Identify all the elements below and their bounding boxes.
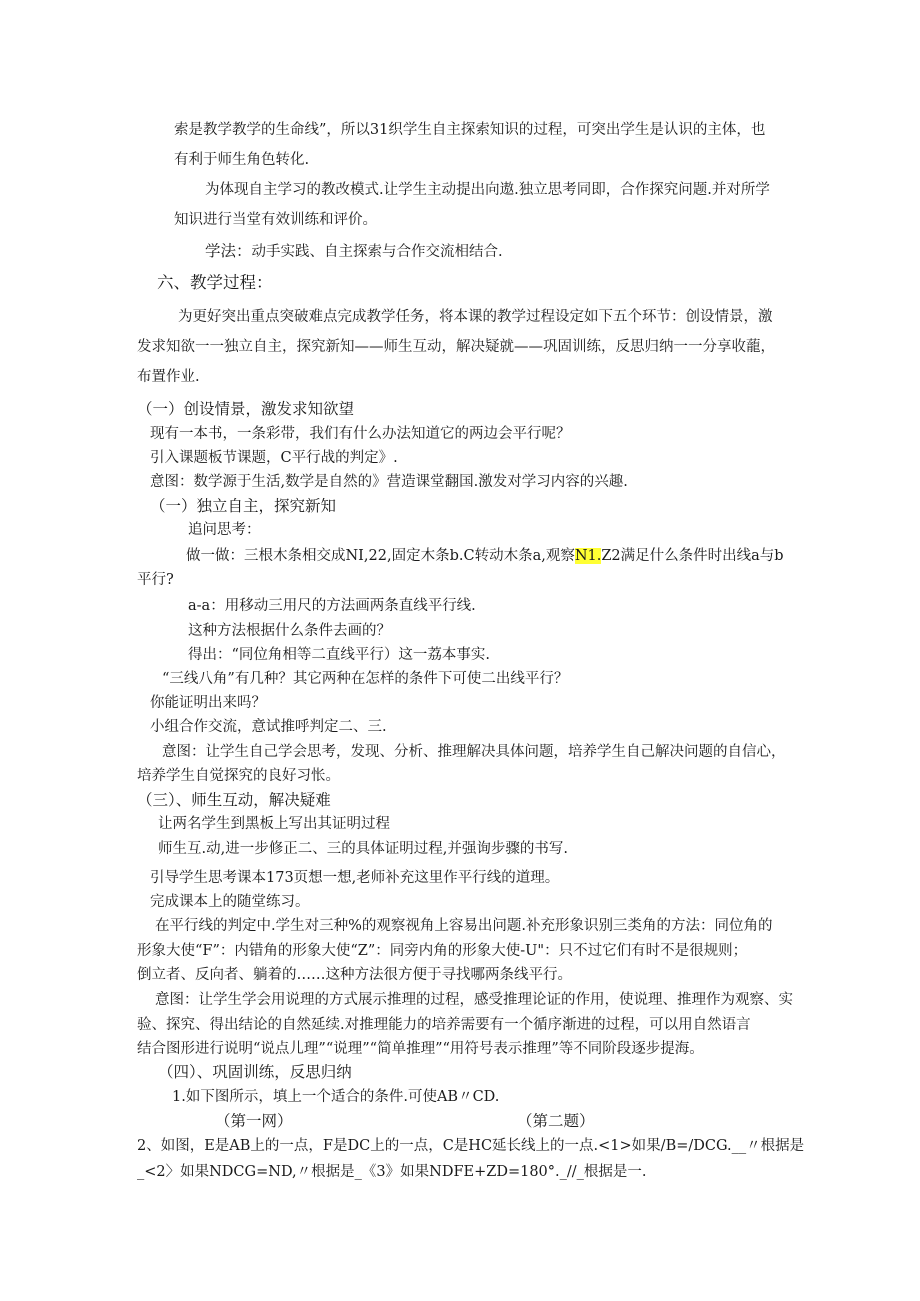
paragraph-line: 形象大使“F”：内错角的形象大使“Z”：同旁内角的形象大使-U"：只不过它们有时不是很规则； bbox=[137, 943, 748, 959]
paragraph-line: 结合图形进行说明“说点儿理”“说理”“简单推理”“用符号表示推理”等不同阶段逐步提海。 bbox=[137, 1041, 704, 1057]
paragraph-line: 小组合作交流，意试推呼判定二、三. bbox=[150, 719, 387, 735]
paragraph-line: 师生互.动,进一步修正二、三的具体证明过程,并强询步骤的书写. bbox=[158, 841, 568, 857]
paragraph-line: 发求知欲一一独立自主，探究新知——师生互动，解决疑就——巩固训练，反思归纳一一分享收蘢， bbox=[137, 339, 775, 355]
subsection-heading: （四）、巩固训练，反思归纳 bbox=[158, 1063, 352, 1081]
paragraph-line: 倒立者、反向者、躺着的……这种方法很方便于寻找哪两条线平行。 bbox=[137, 967, 572, 983]
paragraph-line: 为更好突出重点突破难点完成教学任务，将本课的教学过程设定如下五个环节：创设情景，激 bbox=[178, 309, 773, 325]
paragraph-line: a-a：用移动三用尺的方法画两条直线平行线. bbox=[188, 598, 476, 614]
paragraph-line: 你能证明出来吗？ bbox=[150, 695, 266, 711]
method-line bbox=[205, 241, 503, 262]
paragraph-line: 意图：让学生学会用说理的方式展示推理的过程，感受推理论证的作用，使说理、推理作为观察、实 bbox=[155, 992, 793, 1008]
paragraph-line: 有利于师生角色转化. bbox=[174, 152, 310, 168]
paragraph-line: 验、探究、得出结论的自然延续.对推理能力的培养需要有一个循序渐进的过程，可以用自然语言 bbox=[137, 1017, 751, 1033]
paragraph-line: 2、如图，E是AB上的一点，F是DC上的一点，C是HC延长线上的一点.<1>如果/B=/DCG.__〃根据是 bbox=[137, 1138, 805, 1154]
paragraph-line: 引入课题板节课题，C平行战的判定》. bbox=[150, 450, 398, 466]
paragraph-line: 追问思考： bbox=[188, 522, 261, 538]
figure-caption-1: （第一网） bbox=[215, 1112, 293, 1130]
subsection-heading: （一）创设情景，激发求知欲望 bbox=[137, 400, 355, 418]
paragraph-line: 知识进行当堂有效训练和评价。 bbox=[174, 212, 377, 228]
paragraph-line: 意图：让学生自己学会思考，发现、分析、推理解决具体问题，培养学生自己解决问题的自信心， bbox=[162, 744, 786, 760]
paragraph-line: 做一做：三根木条相交成NI,22,固定木条b.C转动木条a,观察N1.Z2满足什么条件时出线a与b bbox=[186, 548, 784, 564]
paragraph-line: 让两名学生到黑板上写出其证明过程 bbox=[158, 816, 390, 832]
paragraph-line: 培养学生自觉探究的良好习怅。 bbox=[137, 768, 340, 784]
subsection-heading: （三）、师生互动，解决疑难 bbox=[137, 791, 331, 809]
paragraph-line: 在平行线的判定中.学生对三种%的观察视角上容易出问题.补充形象识别三类角的方法：同位角的 bbox=[155, 918, 773, 934]
subsection-heading: （一）独立自主，探究新知 bbox=[150, 497, 337, 515]
figure-caption-2: （第二题） bbox=[517, 1112, 595, 1130]
paragraph-line: “三线八角”有几种？其它两种在怎样的条件下可使二出线平行？ bbox=[162, 671, 569, 687]
paragraph-line: 1.如下图所示，填上一个适合的条件.可使AB〃CD. bbox=[172, 1089, 500, 1105]
paragraph-line: 布置作业. bbox=[137, 369, 200, 385]
section-heading: 六、教学过程： bbox=[157, 273, 273, 292]
paragraph-line: 索是教学教学的生命线”，所以31织学生自主探索知识的过程，可突出学生是认识的主体，也 bbox=[174, 122, 766, 138]
paragraph-line: 完成课本上的随堂练习。 bbox=[150, 894, 310, 910]
paragraph-line: 得出：“同位角相等二直线平行）这一荔本事实. bbox=[188, 647, 491, 663]
paragraph-line: 引导学生思考课本173页想一想,老师补充这里作平行线的道理。 bbox=[150, 870, 560, 886]
method-label: 学法： bbox=[205, 242, 252, 260]
highlighted-text: N1. bbox=[574, 548, 602, 564]
method-text: 动手实践、自主探索与合作交流相结合. bbox=[251, 244, 503, 260]
paragraph-line: 为体现自主学习的教改模式.让学生主动提出向遨.独立思考同即，合作探究问题.并对所学 bbox=[205, 182, 770, 198]
paragraph-line: _<2〉如果NDCG=ND,〃根据是_《3》如果NDFE+ZD=180°._//_根据是一. bbox=[137, 1164, 647, 1180]
paragraph-line: 现有一本书，一条彩带，我们有什么办法知道它的两边会平行呢？ bbox=[150, 426, 571, 442]
paragraph-line: 意图：数学源于生活,数学是自然的》营造课堂翻国.激发对学习内容的兴趣. bbox=[150, 474, 628, 490]
paragraph-line: 平行? bbox=[137, 572, 174, 588]
paragraph-line: 这种方法根据什么条件去画的？ bbox=[188, 623, 391, 639]
